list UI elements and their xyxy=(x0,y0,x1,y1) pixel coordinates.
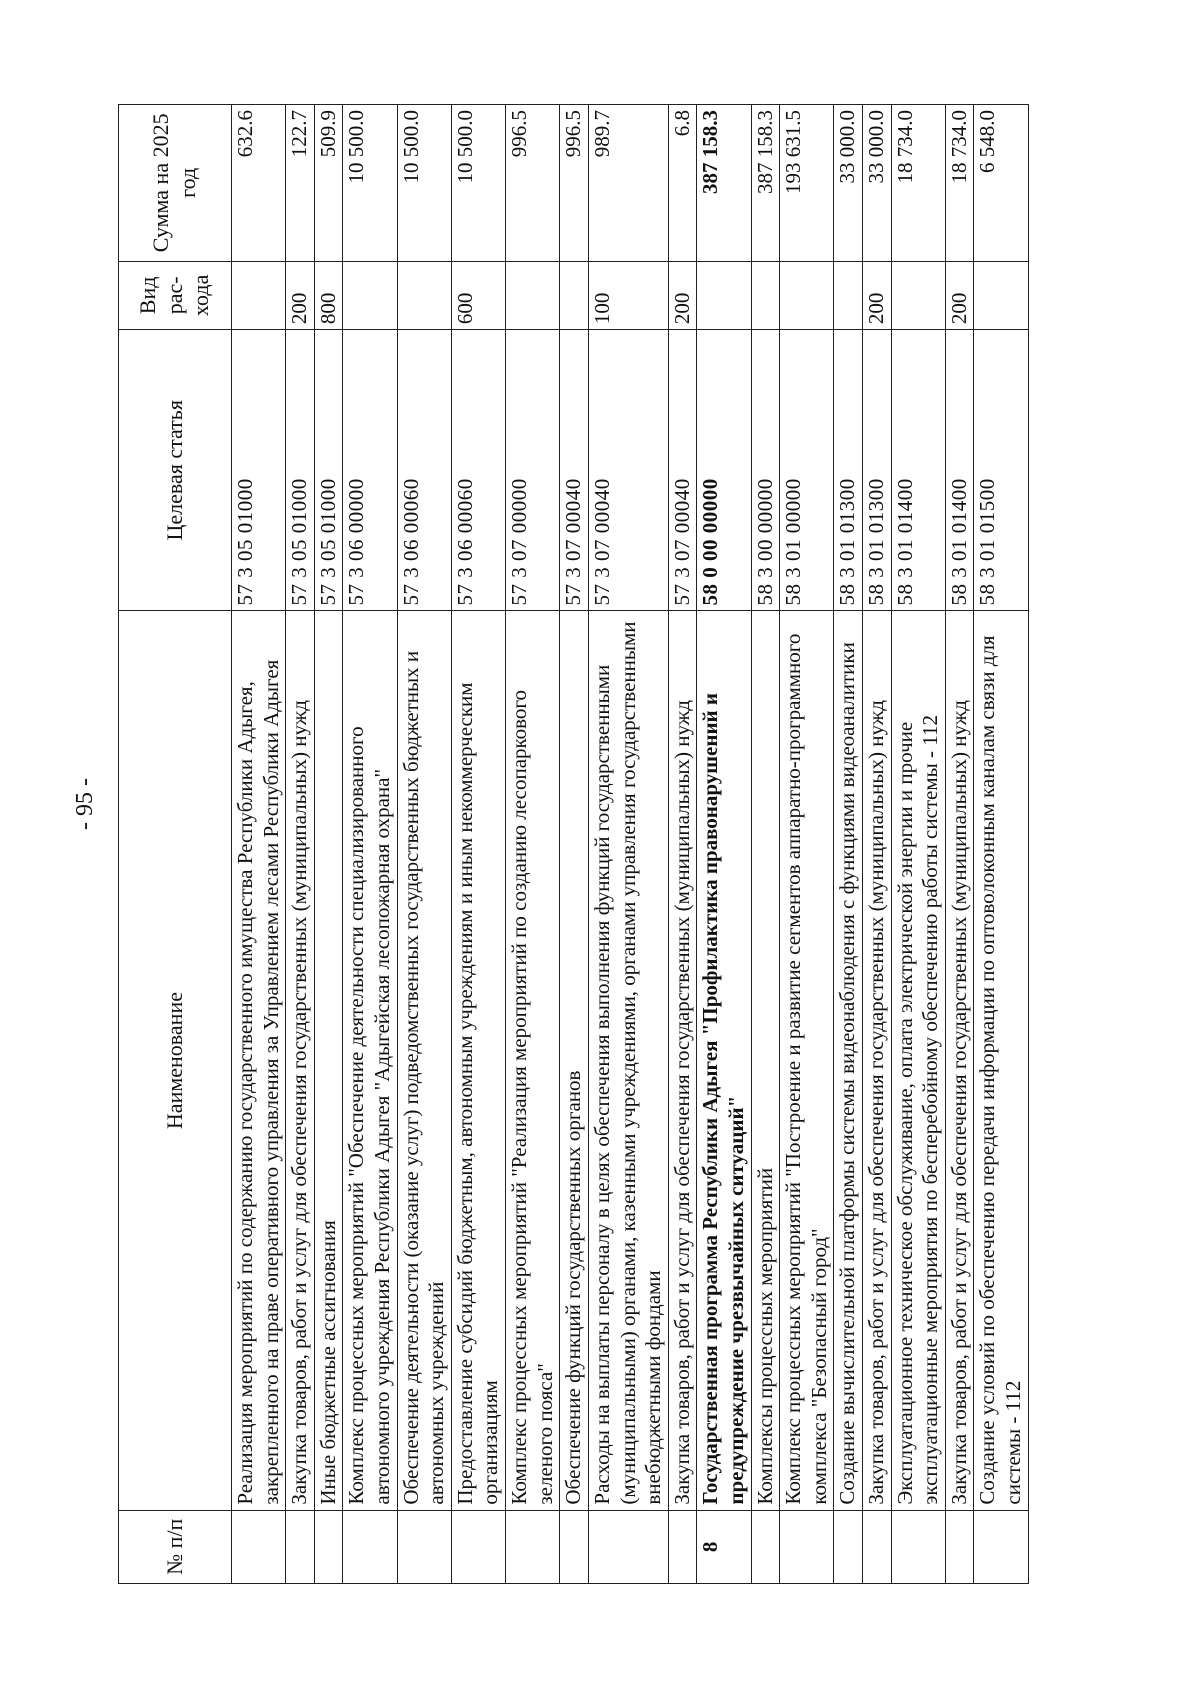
row-target-article: 58 3 01 01400 xyxy=(945,330,974,611)
row-target-article: 58 3 01 00000 xyxy=(780,330,834,611)
row-expense-type xyxy=(891,261,945,330)
table-row xyxy=(863,105,892,1584)
table-row xyxy=(751,105,780,1584)
row-target-article: 57 3 07 00000 xyxy=(506,330,560,611)
row-name: Создание вычислительной платформы системы видеонаблюдения с функциями видеоаналитики xyxy=(834,611,863,1510)
header-expense-type: Вид рас-хода xyxy=(119,261,232,330)
row-sum: 509.9 xyxy=(314,105,343,262)
table-row xyxy=(506,105,560,1584)
table-row xyxy=(834,105,863,1584)
table-row xyxy=(343,105,397,1584)
row-sum: 632.6 xyxy=(232,105,286,262)
row-name: Комплекс процессных мероприятий "Обеспечение деятельности специализированного автономного учреждения Республики Адыгея "Адыгейская лесопожарная охрана" xyxy=(343,611,397,1510)
row-expense-type: 200 xyxy=(945,261,974,330)
row-sum: 996.5 xyxy=(506,105,560,262)
row-target-article: 58 3 01 01400 xyxy=(891,330,945,611)
row-target-article: 58 3 00 00000 xyxy=(751,330,780,611)
row-number xyxy=(397,1510,451,1583)
header-sum-2025: Сумма на 2025 год xyxy=(119,105,232,262)
row-expense-type: 800 xyxy=(314,261,343,330)
row-target-article: 57 3 07 00040 xyxy=(668,330,697,611)
row-target-article: 57 3 05 01000 xyxy=(314,330,343,611)
table-row xyxy=(286,105,315,1584)
row-name: Закупка товаров, работ и услуг для обеспечения государственных (муниципальных) нужд xyxy=(945,611,974,1510)
row-target-article: 57 3 05 01000 xyxy=(232,330,286,611)
row-number xyxy=(863,1510,892,1583)
row-number xyxy=(751,1510,780,1583)
table-row xyxy=(668,105,697,1584)
row-name: Эксплуатационное техническое обслуживание, оплата электрической энергии и прочие эксплуатационные мероприятия по бесперебойному обеспечению работы системы - 112 xyxy=(891,611,945,1510)
row-number xyxy=(286,1510,315,1583)
row-number xyxy=(891,1510,945,1583)
row-sum: 18 734.0 xyxy=(945,105,974,262)
table-body xyxy=(232,105,1029,1584)
row-expense-type: 200 xyxy=(286,261,315,330)
row-expense-type xyxy=(751,261,780,330)
row-expense-type xyxy=(506,261,560,330)
row-name: Создание условий по обеспечению передачи информации по оптоволоконным каналам связи для системы - 112 xyxy=(974,611,1028,1510)
row-sum: 387 158.3 xyxy=(751,105,780,262)
header-name: Наименование xyxy=(119,611,232,1510)
row-expense-type xyxy=(343,261,397,330)
row-expense-type: 200 xyxy=(863,261,892,330)
table-row xyxy=(974,105,1028,1584)
row-expense-type xyxy=(560,261,589,330)
row-number xyxy=(668,1510,697,1583)
row-name: Реализация мероприятий по содержанию государственного имущества Республики Адыгея, закрепленного на праве оперативного управления за Управлением лесами Республики Адыгея xyxy=(232,611,286,1510)
row-name: Государственная программа Республики Адыгея "Профилактика правонарушений и предупреждение чрезвычайных ситуаций" xyxy=(697,611,751,1510)
row-sum: 6 548.0 xyxy=(974,105,1028,262)
table-row xyxy=(232,105,286,1584)
row-number xyxy=(451,1510,505,1583)
table-row xyxy=(780,105,834,1584)
row-sum: 33 000.0 xyxy=(863,105,892,262)
row-number xyxy=(780,1510,834,1583)
row-expense-type: 100 xyxy=(588,261,668,330)
row-sum: 33 000.0 xyxy=(834,105,863,262)
row-number xyxy=(834,1510,863,1583)
row-number xyxy=(343,1510,397,1583)
row-name: Предоставление субсидий бюджетным, автономным учреждениям и иным некоммерческим организациям xyxy=(451,611,505,1510)
rotated-table-container xyxy=(118,104,1082,1584)
row-expense-type xyxy=(232,261,286,330)
row-number xyxy=(974,1510,1028,1583)
row-name: Закупка товаров, работ и услуг для обеспечения государственных (муниципальных) нужд xyxy=(286,611,315,1510)
row-name: Комплекс процессных мероприятий "Реализация мероприятий по созданию лесопаркового зеленого пояса" xyxy=(506,611,560,1510)
row-number xyxy=(560,1510,589,1583)
page-number: - 95 - xyxy=(72,778,98,830)
row-sum: 18 734.0 xyxy=(891,105,945,262)
row-target-article: 57 3 06 00000 xyxy=(343,330,397,611)
header-target-article: Целевая статья xyxy=(119,330,232,611)
row-expense-type: 600 xyxy=(451,261,505,330)
table-header xyxy=(119,105,232,1584)
table-row xyxy=(697,105,751,1584)
row-name: Расходы на выплаты персоналу в целях обеспечения выполнения функций государственными (муниципальными) органами, казенными учреждениями, органами управления государственными внебюджетными фондами xyxy=(588,611,668,1510)
row-name: Обеспечение деятельности (оказание услуг) подведомственных государственных бюджетных и автономных учреждений xyxy=(397,611,451,1510)
row-sum: 10 500.0 xyxy=(343,105,397,262)
row-name: Закупка товаров, работ и услуг для обеспечения государственных (муниципальных) нужд xyxy=(863,611,892,1510)
budget-table xyxy=(118,104,1029,1584)
row-sum: 10 500.0 xyxy=(397,105,451,262)
row-target-article: 57 3 06 00060 xyxy=(397,330,451,611)
table-row xyxy=(560,105,589,1584)
row-name: Комплексы процессных мероприятий xyxy=(751,611,780,1510)
row-number xyxy=(232,1510,286,1583)
row-target-article: 58 3 01 01300 xyxy=(834,330,863,611)
row-expense-type xyxy=(697,261,751,330)
row-sum: 6.8 xyxy=(668,105,697,262)
row-target-article: 58 0 00 00000 xyxy=(697,330,751,611)
table-row xyxy=(588,105,668,1584)
row-name: Иные бюджетные ассигнования xyxy=(314,611,343,1510)
table-row xyxy=(397,105,451,1584)
row-sum: 193 631.5 xyxy=(780,105,834,262)
table-row xyxy=(945,105,974,1584)
row-target-article: 57 3 07 00040 xyxy=(560,330,589,611)
table-row xyxy=(451,105,505,1584)
row-number xyxy=(314,1510,343,1583)
row-sum: 996.5 xyxy=(560,105,589,262)
row-number xyxy=(945,1510,974,1583)
row-target-article: 58 3 01 01300 xyxy=(863,330,892,611)
row-expense-type xyxy=(974,261,1028,330)
row-sum: 122.7 xyxy=(286,105,315,262)
row-number xyxy=(506,1510,560,1583)
row-name: Обеспечение функций государственных органов xyxy=(560,611,589,1510)
row-number: 8 xyxy=(697,1510,751,1583)
table-row xyxy=(891,105,945,1584)
row-target-article: 57 3 06 00060 xyxy=(451,330,505,611)
row-name: Комплекс процессных мероприятий "Построение и развитие сегментов аппаратно-программного комплекса "Безопасный город" xyxy=(780,611,834,1510)
row-target-article: 57 3 05 01000 xyxy=(286,330,315,611)
row-number xyxy=(588,1510,668,1583)
row-expense-type xyxy=(397,261,451,330)
row-expense-type xyxy=(834,261,863,330)
row-sum: 387 158.3 xyxy=(697,105,751,262)
row-sum: 10 500.0 xyxy=(451,105,505,262)
table-row xyxy=(314,105,343,1584)
header-number: № п/п xyxy=(119,1510,232,1583)
row-expense-type: 200 xyxy=(668,261,697,330)
row-target-article: 57 3 07 00040 xyxy=(588,330,668,611)
row-expense-type xyxy=(780,261,834,330)
row-target-article: 58 3 01 01500 xyxy=(974,330,1028,611)
row-sum: 989.7 xyxy=(588,105,668,262)
row-name: Закупка товаров, работ и услуг для обеспечения государственных (муниципальных) нужд xyxy=(668,611,697,1510)
